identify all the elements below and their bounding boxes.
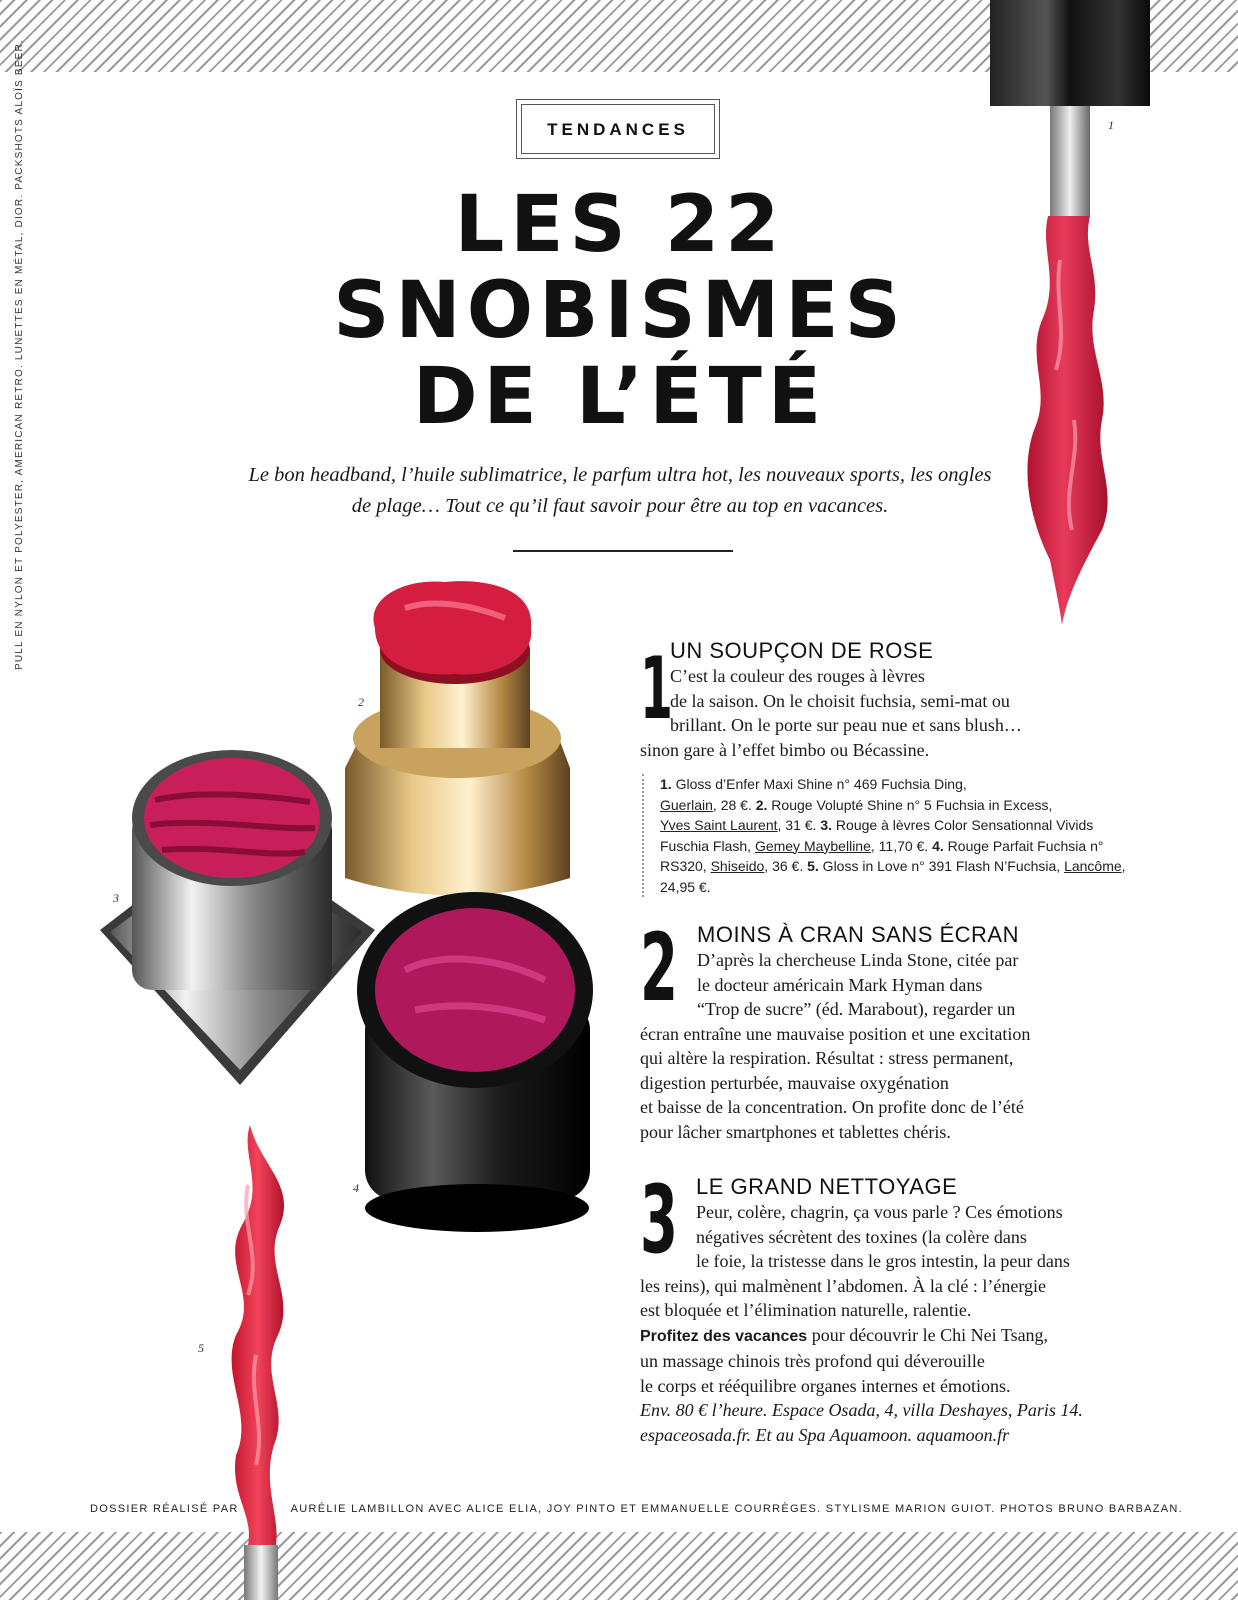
- brand-ysl: Yves Saint Laurent: [660, 817, 778, 833]
- title-line-2: SNOBISMES: [333, 266, 907, 356]
- product-3-silver-lipstick: [100, 740, 380, 1100]
- section-2-line: D’après la chercheuse Linda Stone, citée par: [697, 950, 1019, 970]
- credit-text: , 36 €.: [764, 858, 808, 874]
- product-5-gloss-drip: [200, 1125, 310, 1600]
- section-2-line: digestion perturbée, mauvaise oxygénation: [640, 1072, 949, 1093]
- credit-index: 1.: [660, 776, 672, 792]
- section-3-line-text: pour découvrir le Chi Nei Tsang,: [807, 1324, 1049, 1345]
- credit-text: , 31 €.: [777, 817, 821, 833]
- section-1: [640, 638, 1140, 897]
- section-2-line: le docteur américain Mark Hyman dans: [697, 974, 983, 995]
- credit-text: Rouge à lèvres Color Sensationnal Vivids Fuschia Flash,: [660, 817, 1094, 854]
- footer-label: DOSSIER RÉALISÉ PAR: [90, 1503, 239, 1515]
- bottom-stripe-band: [0, 1532, 1238, 1600]
- section-3-address-line: Env. 80 € l’heure. Espace Osada, 4, villa Deshayes, Paris 14.: [640, 1400, 1083, 1420]
- lead-line-1: Le bon headband, l’huile sublimatrice, le parfum ultra hot, les nouveaux sports, les ongles: [248, 464, 992, 486]
- lead-line-2: de plage… Tout ce qu’il faut savoir pour être au top en vacances.: [351, 495, 889, 517]
- section-3-line: les reins), qui malmènent l’abdomen. À la clé : l’énergie: [640, 1275, 1047, 1296]
- section-3-line: Peur, colère, chagrin, ça vous parle ? Ces émotions: [696, 1202, 1063, 1222]
- section-2-heading: MOINS À CRAN SANS ÉCRAN: [697, 922, 1019, 947]
- section-3: [640, 1166, 1140, 1447]
- footer-credits: [90, 1503, 1190, 1515]
- product-number-3: 3: [113, 891, 119, 905]
- section-3-line: négatives sécrètent des toxines (la colère dans: [696, 1226, 1027, 1247]
- section-2-line: pour lâcher smartphones et tablettes chéris.: [640, 1121, 951, 1142]
- credit-text: Rouge Parfait Fuchsia n° RS320,: [660, 837, 1104, 874]
- credit-index: 2.: [755, 796, 768, 813]
- credit-text: , 28 €.: [712, 796, 756, 813]
- section-3-bold-lead: Profitez des vacances: [640, 1327, 808, 1345]
- section-1-heading: UN SOUPÇON DE ROSE: [670, 638, 934, 663]
- section-2-line: et baisse de la concentration. On profite donc de l’été: [640, 1097, 1024, 1117]
- side-photo-credit: PULL EN NYLON ET POLYESTER, AMERICAN RETRO. LUNETTES EN MÉTAL, DIOR. PACKSHOTS ALOÏS BEER.: [14, 39, 25, 670]
- page-title: [180, 182, 1060, 440]
- credit-text: , 11,70 €.: [870, 837, 933, 854]
- credit-index: 5.: [807, 858, 819, 874]
- product-number-2: 2: [358, 695, 364, 709]
- credit-index: 3.: [820, 817, 833, 833]
- product-number-5: 5: [198, 1341, 204, 1355]
- section-3-line: un massage chinois très profond qui déverouille: [640, 1351, 985, 1371]
- section-1-body: [640, 664, 1140, 762]
- title-line-1: LES 22: [454, 180, 786, 270]
- credit-text: Rouge Volupté Shine n° 5 Fuchsia in Excess,: [767, 796, 1053, 813]
- section-3-body: [640, 1200, 1140, 1447]
- section-2-line: “Trop de sucre” (éd. Marabout), regarder un: [697, 999, 1016, 1019]
- credit-index: 4.: [932, 837, 944, 854]
- kicker-label: TENDANCES: [547, 120, 689, 139]
- section-1-line: brillant. On le porte sur peau nue et sans blush…: [670, 715, 1022, 735]
- brand-gemey-maybelline: Gemey Maybelline: [754, 837, 871, 854]
- section-3-heading: LE GRAND NETTOYAGE: [696, 1174, 958, 1199]
- section-kicker: [516, 99, 720, 159]
- section-3-line: le foie, la tristesse dans le gros intestin, la peur dans: [696, 1251, 1070, 1271]
- section-2-number: 2: [640, 914, 678, 1023]
- credit-text: , 24,95 €.: [660, 858, 1126, 895]
- section-2-line: qui altère la respiration. Résultat : stress permanent,: [640, 1048, 1014, 1068]
- lead-paragraph: [180, 460, 1060, 522]
- brand-lancome: Lancôme: [1064, 858, 1122, 874]
- title-divider: [513, 550, 733, 552]
- section-2-body: [640, 948, 1140, 1144]
- footer-names: AURÉLIE LAMBILLON AVEC ALICE ELIA, JOY PINTO ET EMMANUELLE COURRÈGES. STYLISME MARION GUIOT. PHOTOS BRUNO BARBAZAN.: [290, 1503, 1183, 1515]
- section-3-line: [640, 1323, 1140, 1350]
- section-3-number: 3: [640, 1166, 678, 1275]
- credit-text: Gloss d’Enfer Maxi Shine n° 469 Fuchsia Ding,: [671, 776, 967, 792]
- section-3-line: le corps et rééquilibre organes internes et émotions.: [640, 1375, 1011, 1396]
- product-4-black-lipstick: [355, 890, 605, 1230]
- section-1-line: C’est la couleur des rouges à lèvres: [670, 666, 925, 686]
- section-3-line: est bloquée et l’élimination naturelle, ralentie.: [640, 1300, 972, 1320]
- product-number-1: 1: [1108, 118, 1114, 132]
- section-3-address-line: espaceosada.fr. Et au Spa Aquamoon. aquamoon.fr: [640, 1424, 1010, 1445]
- title-line-3: DE L’ÉTÉ: [412, 352, 828, 442]
- section-1-line: sinon gare à l’effet bimbo ou Bécassine.: [640, 739, 930, 760]
- product-number-4: 4: [353, 1181, 359, 1195]
- product-credits: [642, 774, 1140, 897]
- section-1-line: de la saison. On le choisit fuchsia, semi-mat ou: [670, 690, 1010, 711]
- brand-guerlain: Guerlain: [660, 796, 713, 813]
- section-1-number: 1: [640, 639, 671, 739]
- section-2: [640, 914, 1140, 1144]
- brand-shiseido: Shiseido: [710, 858, 765, 874]
- section-2-line: écran entraîne une mauvaise position et une excitation: [640, 1023, 1031, 1044]
- credit-text: Gloss in Love n° 391 Flash N’Fuchsia,: [818, 858, 1065, 874]
